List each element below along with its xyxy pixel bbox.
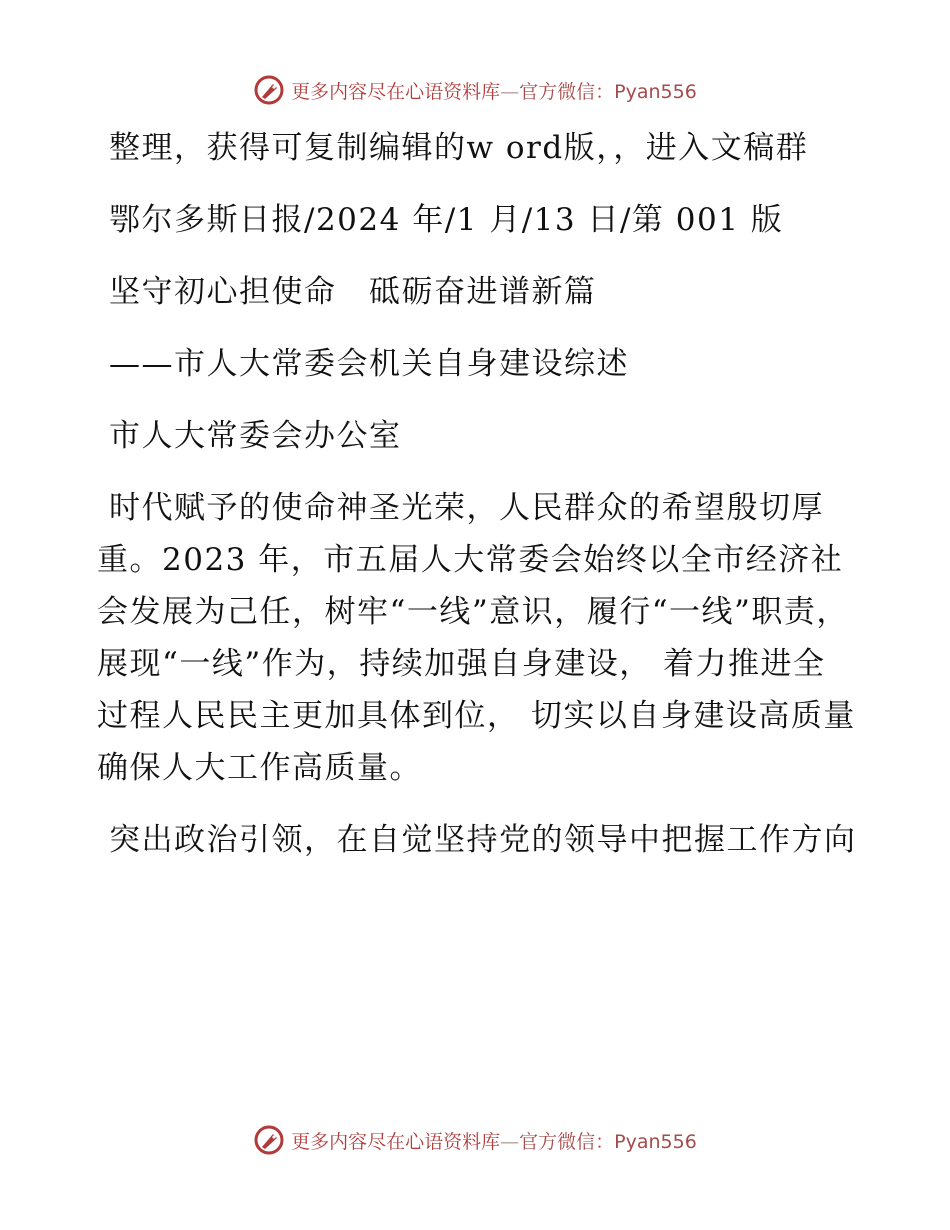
watermark-site-text: 更多内容尽在心语资料库 (291, 80, 501, 103)
body-paragraph: 时代赋予的使命神圣光荣，人民群众的希望殷切厚重。2023 年，市五届人大常委会始终以全市经济社会发展为己任，树牢“一线”意识，履行“一线”职责，展现“一线”作为，持续加强自身建设， 着力推进全过程人民民主更加具体到位， 切实以自身建设高质量确保人大工作高质量。 (97, 490, 856, 786)
watermark-site-text: 更多内容尽在心语资料库 (291, 1130, 501, 1153)
intro-paragraph: 整理，获得可复制编辑的w ord版，，进入文稿群 (109, 130, 809, 166)
article-title: 坚守初心担使命 砥砺奋进谱新篇 (109, 274, 597, 310)
footer-watermark-banner (0, 1120, 950, 1160)
watermark-separator: — (500, 80, 520, 103)
article-subtitle: ——市人大常委会机关自身建设综述 (109, 346, 629, 382)
watermark-wechat-text: 官方微信：Pyan556 (519, 80, 697, 103)
document-body (97, 122, 857, 886)
section-heading: 突出政治引领，在自觉坚持党的领导中把握工作方向 (109, 822, 857, 858)
watermark-separator: — (500, 1130, 520, 1153)
header-watermark-banner (0, 70, 950, 110)
pen-nib-logo-icon (253, 74, 285, 106)
watermark-wechat-text: 官方微信：Pyan556 (519, 1130, 697, 1153)
article-author: 市人大常委会办公室 (109, 418, 402, 454)
watermark-text (291, 77, 697, 104)
pen-nib-logo-icon (253, 1124, 285, 1156)
watermark-text (291, 1127, 697, 1154)
source-line: 鄂尔多斯日报/2024 年/1 月/13 日/第 001 版 (109, 202, 784, 238)
